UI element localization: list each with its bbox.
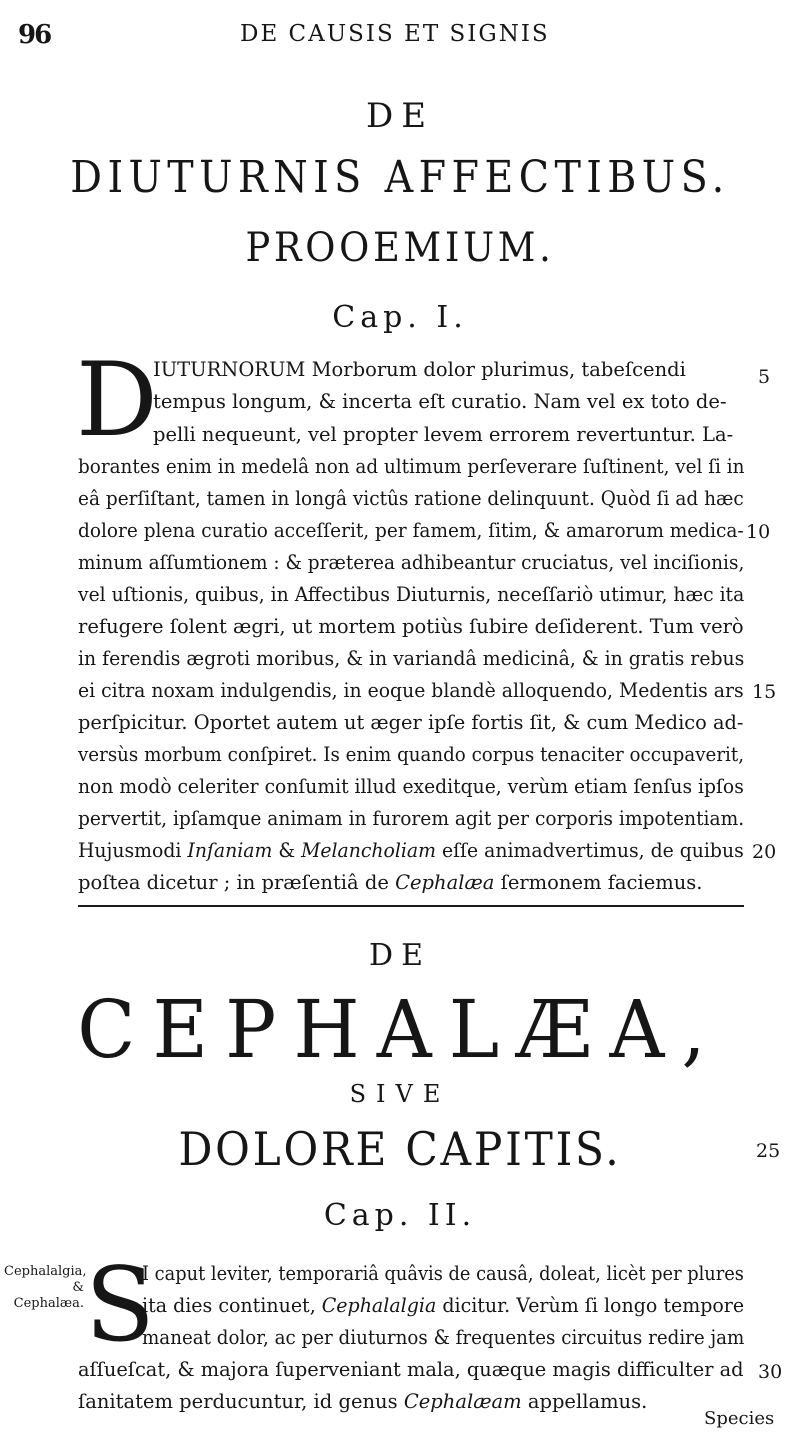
page-number: 96 bbox=[18, 20, 51, 50]
text-line: minum aſſumtionem : & præterea adhibeantur cruciatus, vel inciſionis, bbox=[78, 551, 745, 574]
text-line: pelli nequeunt, vel propter levem errorem revertuntur. La- bbox=[153, 423, 734, 446]
drop-cap: D bbox=[76, 341, 158, 460]
text-span: Hujusmodi bbox=[78, 839, 188, 862]
line-number: 20 bbox=[752, 841, 777, 863]
line-number: 5 bbox=[758, 366, 771, 388]
section-subtitle: PROOEMIUM. bbox=[245, 225, 555, 271]
text-line: pervertit, ipſamque animam in furorem agit per corporis impotentiam. bbox=[78, 807, 745, 830]
italic-term: Cephalæa bbox=[395, 871, 495, 894]
text-span: appellamus. bbox=[521, 1390, 648, 1413]
text-span: ſermonem faciemus. bbox=[494, 871, 703, 894]
chapter-heading: Cap. I. bbox=[332, 300, 468, 335]
catchword: Species bbox=[704, 1408, 775, 1429]
text-line bbox=[78, 839, 744, 862]
text-span: & bbox=[272, 839, 302, 862]
text-line bbox=[142, 1294, 744, 1317]
text-line: I caput leviter, temporariâ quâvis de causâ, doleat, licèt per plures bbox=[142, 1262, 744, 1285]
italic-term: Cephalalgia bbox=[321, 1294, 437, 1317]
text-span: ſanitatem perducuntur, id genus bbox=[78, 1390, 404, 1413]
text-line: eâ perſiſtant, tamen in longâ victûs ratione delinquunt. Quòd ſi ad hæc bbox=[78, 487, 744, 510]
line-number: 30 bbox=[758, 1361, 783, 1383]
text-line: aſſueſcat, & majora ſuperveniant mala, quæque magis difficulter ad bbox=[78, 1358, 744, 1381]
text-line: borantes enim in medelâ non ad ultimum perſeverare ſuſtinent, vel ſi in bbox=[78, 455, 745, 478]
line-number: 25 bbox=[756, 1140, 781, 1162]
margin-note: Cephalalgia, & Cephalæa. bbox=[4, 1264, 87, 1311]
italic-term: Melancholiam bbox=[301, 839, 436, 862]
section-title-sive: SIVE bbox=[349, 1080, 451, 1108]
text-line bbox=[78, 1390, 647, 1413]
text-line: vel uſtionis, quibus, in Affectibus Diuturnis, neceſſariò utimur, hæc ita bbox=[78, 583, 745, 606]
text-line: refugere ſolent ægri, ut mortem potiùs ſubire deſiderent. Tum verò bbox=[78, 615, 744, 638]
drop-cap: S bbox=[85, 1246, 155, 1365]
text-line: perſpicitur. Oportet autem ut æger ipſe fortis ſit, & cum Medico ad- bbox=[78, 711, 744, 734]
text-line: non modò celeriter conſumit illud exeditque, verùm etiam ſenſus ipſos bbox=[78, 775, 744, 798]
chapter-heading: Cap. II. bbox=[323, 1198, 477, 1233]
italic-term: Inſaniam bbox=[187, 839, 273, 862]
text-line: maneat dolor, ac per diuturnos & frequentes circuitus redire jam bbox=[142, 1326, 745, 1349]
section-title: DIUTURNIS AFFECTIBUS. bbox=[70, 152, 730, 203]
text-line: in ferendis ægroti moribus, & in variandâ medicinâ, & in gratis rebus bbox=[78, 647, 745, 670]
line-number: 10 bbox=[746, 521, 771, 543]
text-line: IUTURNORUM Morborum dolor plurimus, tabeſcendi bbox=[153, 358, 686, 381]
section-title-de: DE bbox=[369, 938, 431, 973]
text-span: eſſe animadvertimus, de quibus bbox=[435, 839, 744, 862]
text-line: versùs morbum conſpiret. Is enim quando corpus tenaciter occupaverit, bbox=[78, 743, 745, 766]
line-number: 15 bbox=[752, 681, 777, 703]
text-line: ei citra noxam indulgendis, in eoque blandè alloquendo, Medentis ars bbox=[78, 679, 744, 702]
text-span: ita dies continuet, bbox=[142, 1294, 322, 1317]
running-head: DE CAUSIS ET SIGNIS bbox=[240, 21, 550, 47]
text-line bbox=[78, 871, 703, 894]
italic-term: Cephalæam bbox=[403, 1390, 522, 1413]
section-title-de: DE bbox=[365, 96, 435, 136]
text-line: dolore plena curatio acceſſerit, per famem, ſitim, & amarorum medica- bbox=[78, 519, 744, 542]
text-span: dicitur. Verùm ſi longo tempore bbox=[436, 1294, 745, 1317]
text-span: poſtea dicetur ; in præſentiâ de bbox=[78, 871, 396, 894]
text-line: tempus longum, & incerta eſt curatio. Nam vel ex toto de- bbox=[153, 390, 727, 413]
section-title: CEPHALÆA, bbox=[77, 983, 723, 1076]
section-divider bbox=[78, 905, 744, 907]
section-subtitle: DOLORE CAPITIS. bbox=[178, 1122, 622, 1176]
